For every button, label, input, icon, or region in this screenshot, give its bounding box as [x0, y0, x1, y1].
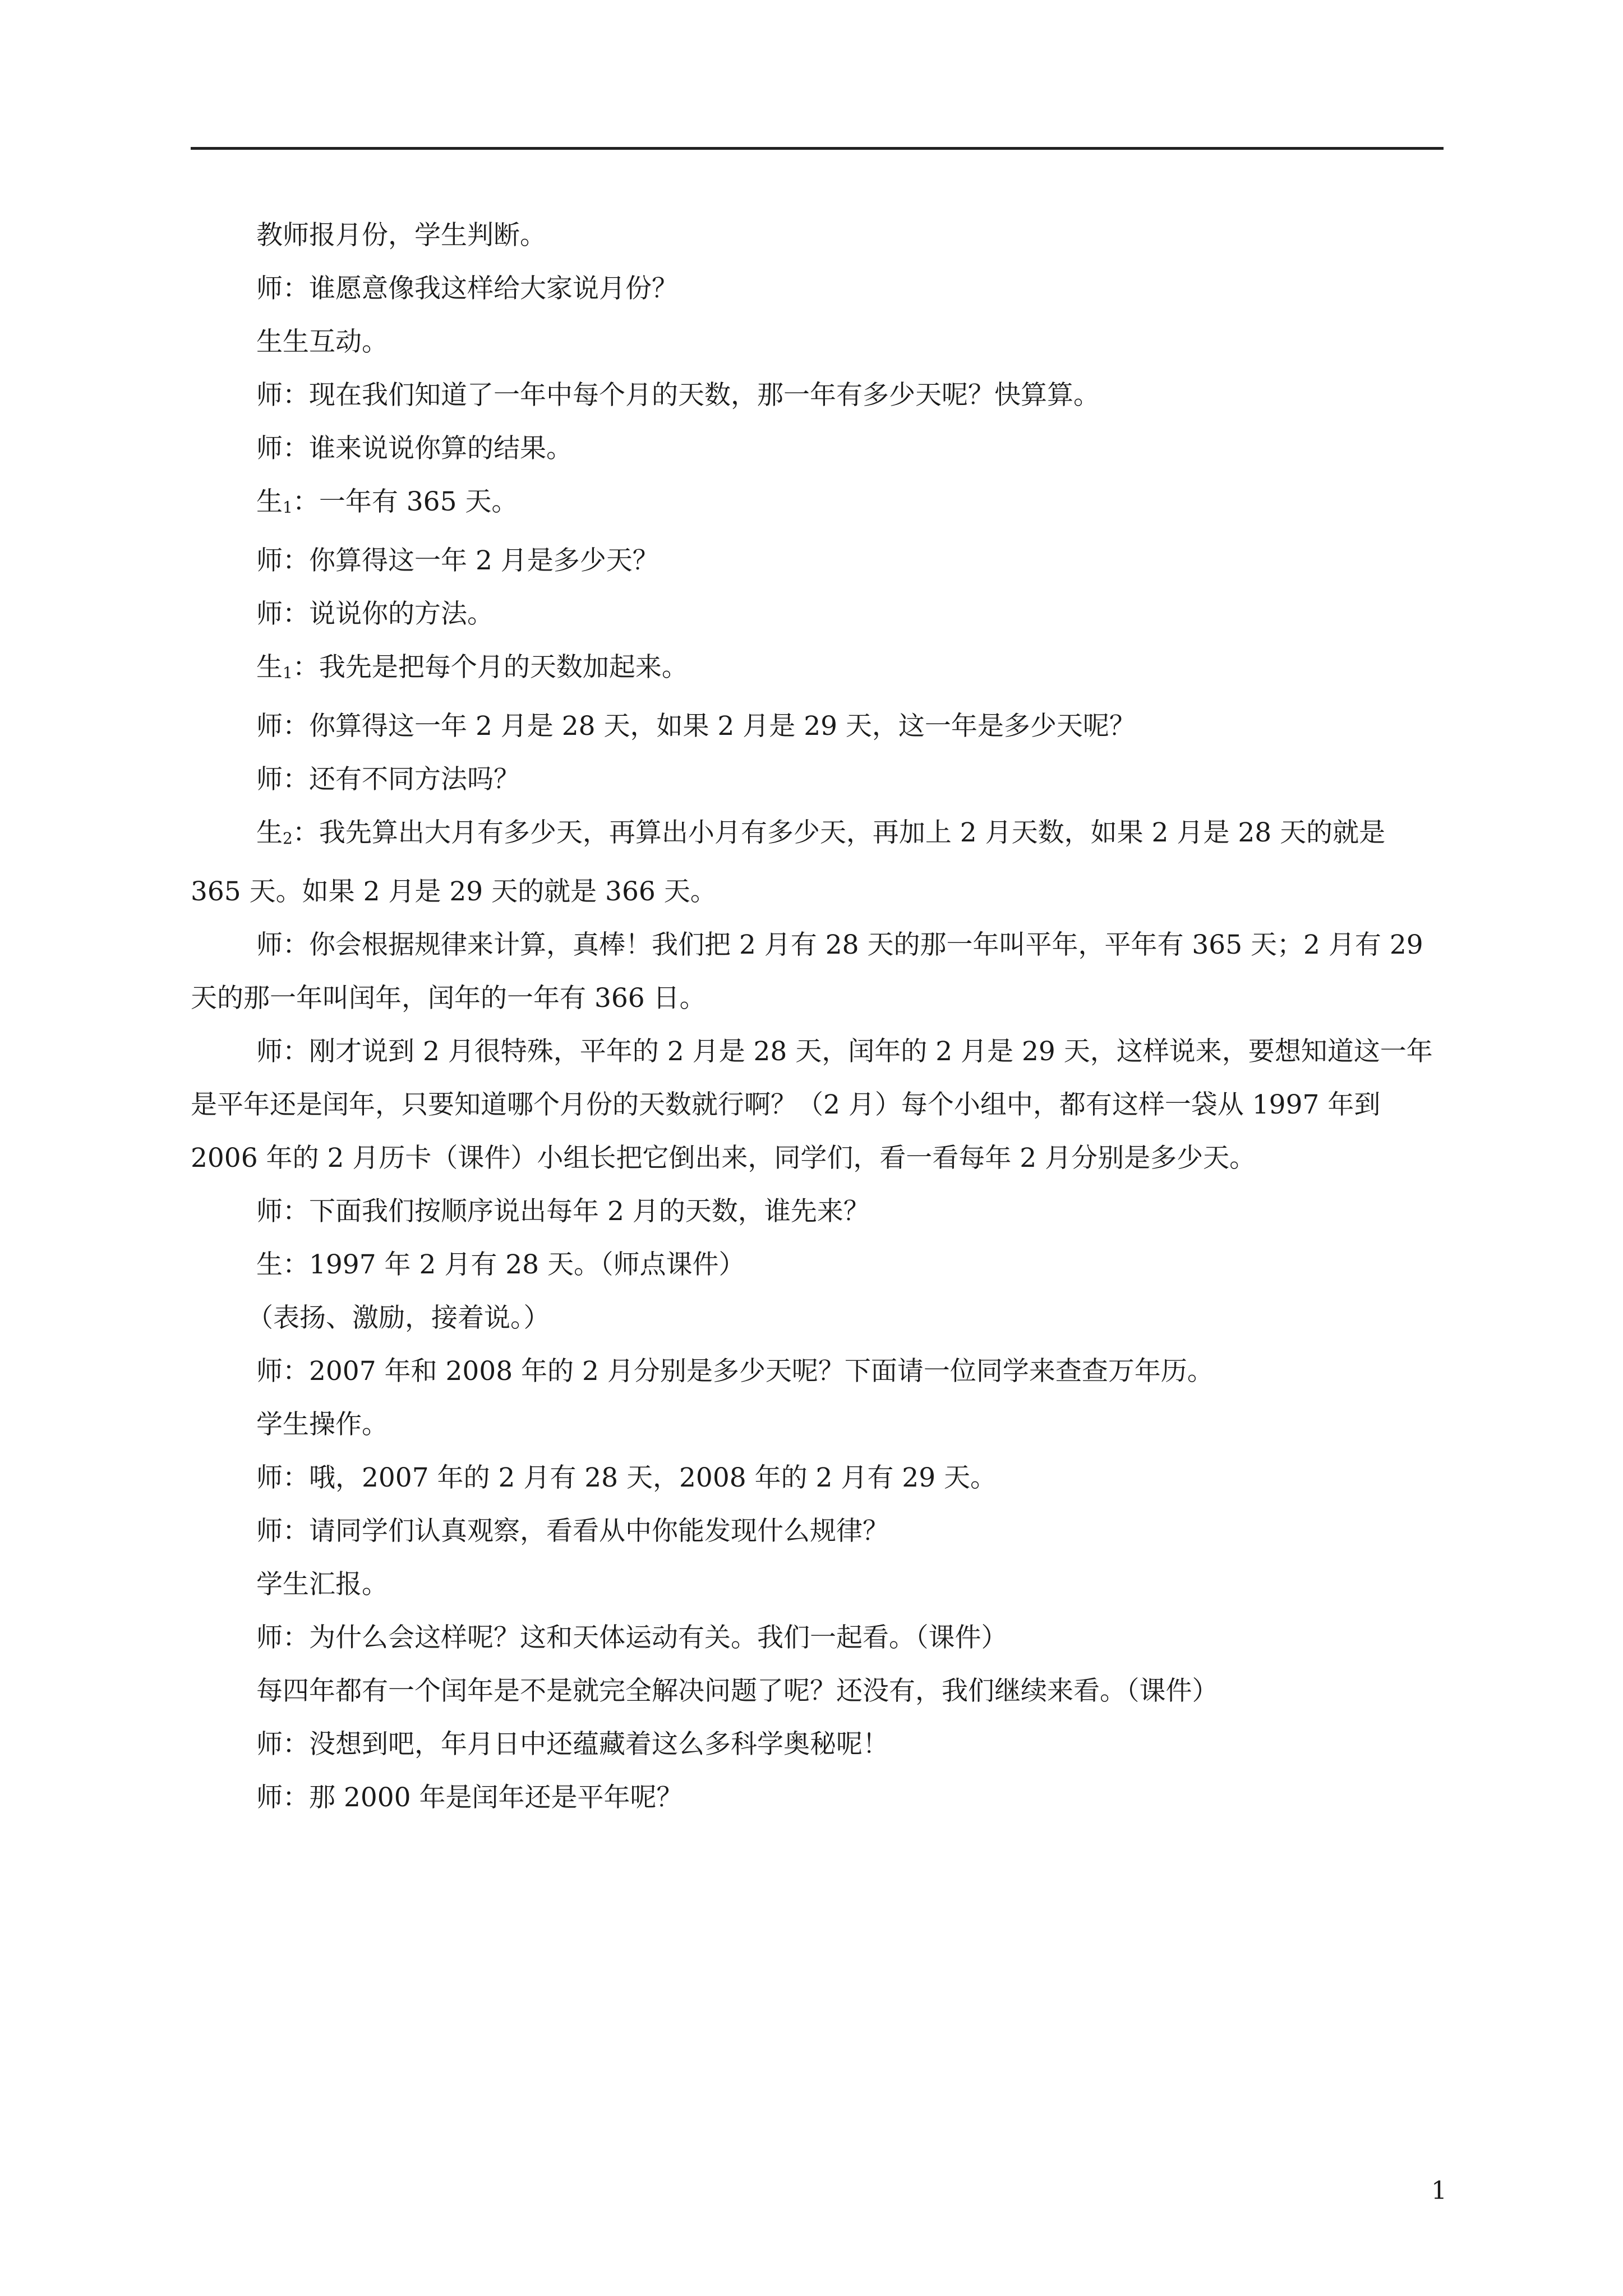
paragraph: 师：没想到吧，年月日中还蕴藏着这么多科学奥秘呢！ [256, 1729, 889, 1760]
document-body [191, 209, 1444, 1824]
header-rule [191, 147, 1444, 150]
paragraph: 师：那 2000 年是闰年还是平年呢？ [256, 1782, 683, 1813]
paragraph: 师：说说你的方法。 [256, 599, 494, 629]
paragraph: 学生汇报。 [256, 1569, 388, 1600]
speaker-label: 生 [256, 817, 283, 848]
speaker-subscript: 1 [283, 498, 293, 517]
paragraph: 师：谁来说说你算的结果。 [256, 433, 573, 464]
paragraph-text: ：我先算出大月有多少天，再算出小月有多少天，再加上 2 月天数，如果 2 月是 28 天的就是 365 天。如果 2 月是 29 天的就是 366 天。 [191, 817, 1394, 907]
paragraph: 教师报月份，学生判断。 [256, 220, 546, 251]
paragraph: 师：你算得这一年 2 月是多少天？ [256, 545, 659, 576]
paragraph: 学生操作。 [256, 1409, 388, 1440]
paragraph: 师：哦，2007 年的 2 月有 28 天，2008 年的 2 月有 29 天。 [256, 1462, 997, 1493]
paragraph: 师：还有不同方法吗？ [256, 764, 520, 795]
paragraph: 师：你算得这一年 2 月是 28 天，如果 2 月是 29 天，这一年是多少天呢？ [256, 711, 1136, 742]
paragraph: 师：2007 年和 2008 年的 2 月分别是多少天呢？下面请一位同学来查查万年历。 [256, 1356, 1214, 1387]
speaker-label: 生 [256, 486, 283, 517]
paragraph-text: ：一年有 365 天。 [292, 486, 518, 517]
paragraph: 师：你会根据规律来计算，真棒！我们把 2 月有 28 天的那一年叫平年，平年有 365 天；2 月有 29 天的那一年叫闰年，闰年的一年有 366 日。 [191, 930, 1432, 1014]
paragraph: 生：1997 年 2 月有 28 天。（师点课件） [256, 1249, 745, 1280]
paragraph: 每四年都有一个闰年是不是就完全解决问题了呢？还没有，我们继续来看。（课件） [256, 1676, 1219, 1706]
paragraph: 师：为什么会这样呢？这和天体运动有关。我们一起看。（课件） [256, 1622, 1008, 1653]
speaker-subscript: 1 [283, 664, 293, 682]
paragraph [191, 641, 1444, 700]
paragraph: 师：现在我们知道了一年中每个月的天数，那一年有多少天呢？快算算。 [256, 380, 1100, 411]
paragraph [191, 806, 1444, 918]
paragraph: （表扬、激励，接着说。） [247, 1303, 550, 1333]
paragraph: 生生互动。 [256, 326, 388, 357]
speaker-subscript: 2 [283, 829, 293, 848]
paragraph: 师：请同学们认真观察，看看从中你能发现什么规律？ [256, 1516, 889, 1547]
page-number: 1 [1431, 2177, 1447, 2205]
speaker-label: 生 [256, 652, 283, 683]
paragraph-text: ：我先是把每个月的天数加起来。 [292, 652, 688, 683]
paragraph: 师：下面我们按顺序说出每年 2 月的天数，谁先来？ [256, 1196, 870, 1227]
paragraph: 师：谁愿意像我这样给大家说月份？ [256, 273, 678, 304]
paragraph [191, 475, 1444, 534]
paragraph: 师：刚才说到 2 月很特殊，平年的 2 月是 28 天，闰年的 2 月是 29 天，这样说来，要想知道这一年是平年还是闰年，只要知道哪个月份的天数就行啊？（2 月）每个小组中，都有这样一袋从 1997 年到 2006 年的 2 月历卡（课件）小组长把它倒出来，同学们，看一看每年 2 月分别是多少天。 [191, 1036, 1433, 1174]
